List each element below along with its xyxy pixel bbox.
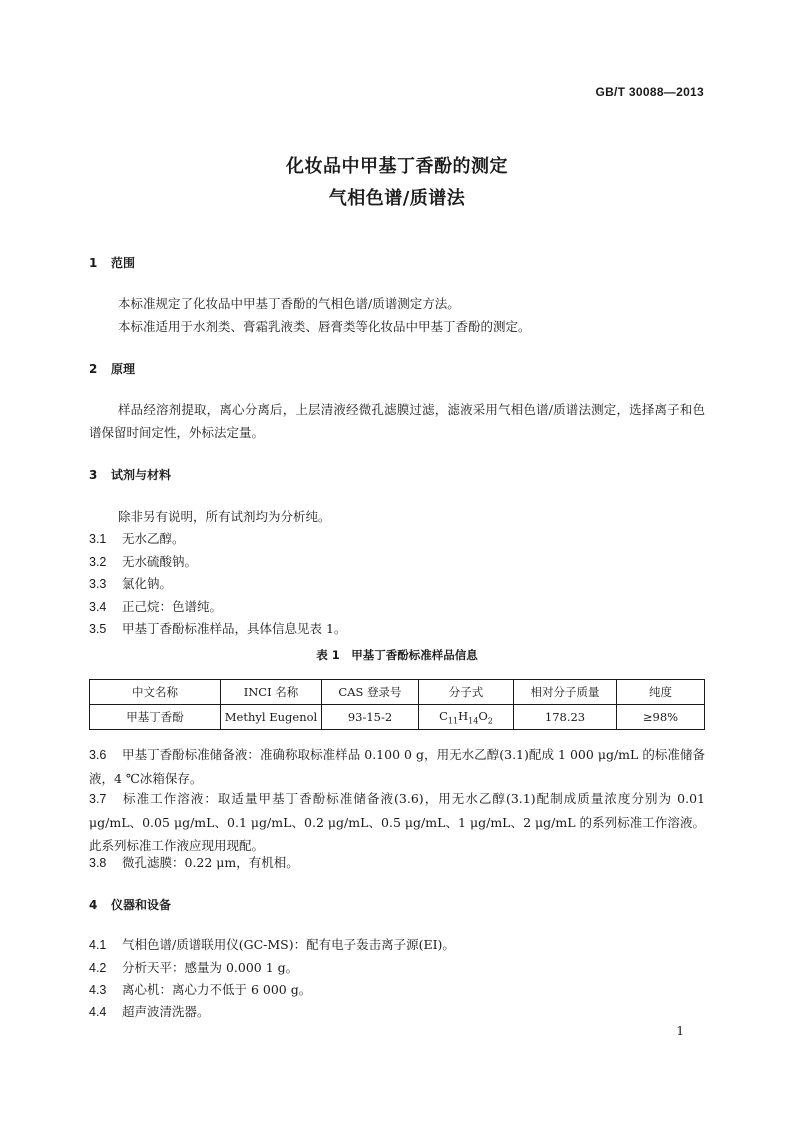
- table-header-row: [90, 680, 705, 705]
- section-heading-scope: [89, 254, 135, 271]
- formula-h-subscript: 14: [468, 716, 479, 726]
- item-number: 3.2: [89, 555, 107, 569]
- formula-o: O: [478, 708, 488, 723]
- item-number: 3.8: [89, 856, 107, 870]
- list-item-4-2: [89, 958, 298, 976]
- formula-c: C: [439, 708, 448, 723]
- formula-o-subscript: 2: [487, 716, 493, 726]
- item-text: 无水乙醇。: [122, 531, 185, 546]
- table-header-cell: 纯度: [617, 680, 705, 705]
- standard-code: GB/T 30088—2013: [595, 85, 704, 99]
- table-cell-mw: 178.23: [514, 705, 617, 730]
- page-number: 1: [676, 1024, 684, 1038]
- item-number: 3.7: [89, 792, 107, 806]
- item-text: 正己烷：色谱纯。: [122, 599, 223, 614]
- item-text: 氯化钠。: [122, 576, 173, 591]
- list-item-4-1: [89, 935, 455, 953]
- list-item-3-3: [89, 574, 172, 592]
- formula-h: H: [458, 708, 469, 723]
- table-cell-purity: ≥98%: [617, 705, 705, 730]
- section-title: 试剂与材料: [111, 468, 172, 482]
- section-heading-instruments: [89, 896, 171, 913]
- section-number: 3: [89, 468, 98, 482]
- list-item-3-6: [89, 743, 705, 790]
- item-number: 3.4: [89, 600, 107, 614]
- table-header-cell: 分子式: [419, 680, 514, 705]
- scope-paragraph-2: 本标准适用于水剂类、膏霜乳液类、唇膏类等化妆品中甲基丁香酚的测定。: [118, 319, 531, 334]
- table-header-cell: INCI 名称: [221, 680, 322, 705]
- item-text: 离心机：离心力不低于 6 000 g。: [122, 982, 312, 997]
- table-cell-cas: 93-15-2: [322, 705, 419, 730]
- section-title: 仪器和设备: [111, 898, 172, 912]
- item-number: 4.2: [89, 961, 107, 975]
- principle-paragraph: 样品经溶剂提取，离心分离后，上层清液经微孔滤膜过滤，滤液采用气相色谱/质谱法测定，选择离子和色谱保留时间定性，外标法定量。: [89, 402, 705, 440]
- standard-sample-table: [89, 679, 705, 730]
- table-cell-formula: [419, 705, 514, 730]
- section-title: 范围: [111, 256, 136, 270]
- section-heading-reagents: [89, 466, 171, 483]
- reagents-intro: 除非另有说明，所有试剂均为分析纯。: [118, 509, 331, 524]
- section-title: 原理: [111, 362, 136, 376]
- section-number: 4: [89, 898, 98, 912]
- document-subtitle: 气相色谱/质谱法: [328, 188, 466, 209]
- document-title: 化妆品中甲基丁香酚的测定: [286, 156, 508, 177]
- item-text: 超声波清洗器。: [122, 1004, 210, 1019]
- section-heading-principle: [89, 360, 135, 377]
- item-text: 分析天平：感量为 0.000 1 g。: [122, 960, 299, 975]
- table-header-cell: 中文名称: [90, 680, 221, 705]
- item-number: 3.1: [89, 532, 107, 546]
- item-number: 3.5: [89, 622, 107, 636]
- list-item-3-4: [89, 597, 222, 615]
- list-item-3-1: [89, 529, 185, 547]
- item-text: 微孔滤膜：0.22 μm，有机相。: [122, 855, 299, 870]
- table-header-cell: CAS 登录号: [322, 680, 419, 705]
- section-number: 1: [89, 256, 98, 270]
- item-text: 标准工作溶液：取适量甲基丁香酚标准储备液(3.6)，用无水乙醇(3.1)配制成质量浓度分别为 0.01 μg/mL、0.05 μg/mL、0.1 μg/mL、0.2 μg/mL、0.5 μg/mL、1 μg/mL、2 μg/mL 的系列标准工作溶液。此系列标准工作液应现用现配。: [89, 791, 705, 853]
- list-item-3-7: [89, 787, 705, 857]
- table-cell-inci: Methyl Eugenol: [221, 705, 322, 730]
- list-item-3-8: [89, 853, 299, 871]
- item-text: 气相色谱/质谱联用仪(GC-MS)：配有电子轰击离子源(EI)。: [122, 937, 455, 952]
- item-number: 4.4: [89, 1005, 107, 1019]
- item-number: 3.3: [89, 577, 107, 591]
- item-number: 4.1: [89, 938, 107, 952]
- formula-c-subscript: 11: [447, 716, 459, 726]
- section-number: 2: [89, 362, 98, 376]
- item-text: 甲基丁香酚标准储备液：准确称取标准样品 0.100 0 g，用无水乙醇(3.1)配成 1 000 μg/mL 的标准储备液，4 ℃冰箱保存。: [89, 747, 705, 786]
- table-header-cell: 相对分子质量: [514, 680, 617, 705]
- scope-paragraph-1: 本标准规定了化妆品中甲基丁香酚的气相色谱/质谱测定方法。: [118, 296, 460, 311]
- table-cell-name: 甲基丁香酚: [90, 705, 221, 730]
- item-number: 4.3: [89, 983, 107, 997]
- item-text: 甲基丁香酚标准样品，具体信息见表 1。: [122, 621, 347, 636]
- list-item-4-3: [89, 980, 311, 998]
- list-item-3-2: [89, 552, 197, 570]
- table-row: [90, 705, 705, 730]
- list-item-3-5: [89, 619, 346, 637]
- item-text: 无水硫酸钠。: [122, 554, 198, 569]
- table-caption: 表 1 甲基丁香酚标准样品信息: [316, 648, 478, 662]
- list-item-4-4: [89, 1002, 210, 1020]
- item-number: 3.6: [89, 748, 107, 762]
